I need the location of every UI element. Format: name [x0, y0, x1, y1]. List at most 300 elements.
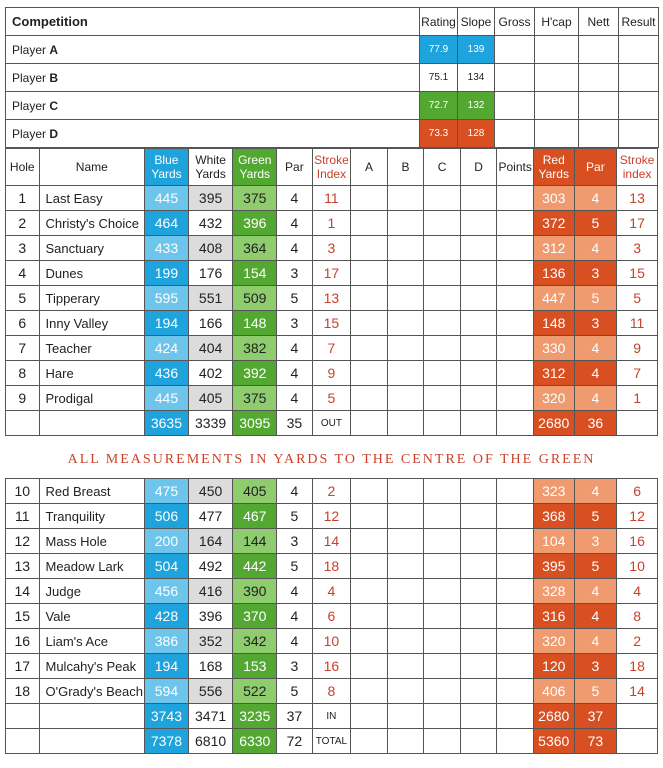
score-b-input[interactable] [387, 554, 424, 579]
hole-name: Inny Valley [39, 311, 145, 336]
score-b-input[interactable] [387, 629, 424, 654]
score-d-input[interactable] [460, 679, 497, 704]
result-input[interactable] [619, 36, 659, 64]
hole-name: O'Grady's Beach [39, 679, 145, 704]
total-c-input[interactable] [424, 704, 461, 729]
red-par-total: 37 [574, 704, 617, 729]
white-total: 3471 [188, 704, 233, 729]
hcap-input[interactable] [535, 64, 579, 92]
score-d-input[interactable] [460, 386, 497, 411]
player-label: Player A [6, 36, 420, 64]
gross-input[interactable] [495, 64, 535, 92]
stroke-index: 14 [312, 529, 351, 554]
stroke-index: 7 [312, 336, 351, 361]
red-yards: 406 [533, 679, 574, 704]
score-c-input[interactable] [424, 336, 461, 361]
score-d-input[interactable] [460, 579, 497, 604]
points-input[interactable] [497, 529, 534, 554]
blue-yards: 199 [145, 261, 189, 286]
par: 5 [277, 679, 313, 704]
blue-total: 3635 [145, 411, 189, 436]
stroke-index: 10 [312, 629, 351, 654]
blue-yards: 445 [145, 386, 189, 411]
points-input[interactable] [497, 386, 534, 411]
stroke-index: 2 [312, 479, 351, 504]
red-stroke-index: 5 [617, 286, 658, 311]
result-input[interactable] [619, 120, 659, 148]
player-label: Player C [6, 92, 420, 120]
white-yards: 166 [188, 311, 233, 336]
score-a-input[interactable] [351, 504, 388, 529]
score-a-input[interactable] [351, 529, 388, 554]
red-stroke-index: 13 [617, 186, 658, 211]
score-a-input[interactable] [351, 211, 388, 236]
total-points-input[interactable] [497, 704, 534, 729]
red-stroke-index: 6 [617, 479, 658, 504]
white-total: 3339 [188, 411, 233, 436]
score-c-input[interactable] [424, 261, 461, 286]
score-c-input[interactable] [424, 186, 461, 211]
score-c-input[interactable] [424, 286, 461, 311]
score-c-input[interactable] [424, 361, 461, 386]
gross-input[interactable] [495, 92, 535, 120]
blue-yards-header: Blue Yards [145, 149, 189, 186]
hole-name: Christy's Choice [39, 211, 145, 236]
score-c-input[interactable] [424, 579, 461, 604]
total-points-input[interactable] [497, 729, 534, 754]
hole-name: Hare [39, 361, 145, 386]
hole-name: Teacher [39, 336, 145, 361]
score-a-input[interactable] [351, 186, 388, 211]
blue-yards: 445 [145, 186, 189, 211]
result-input[interactable] [619, 64, 659, 92]
red-par: 4 [574, 236, 617, 261]
hole-number: 1 [6, 186, 40, 211]
white-total: 6810 [188, 729, 233, 754]
blue-yards: 433 [145, 236, 189, 261]
white-yards: 405 [188, 386, 233, 411]
score-d-input[interactable] [460, 186, 497, 211]
score-b-input[interactable] [387, 261, 424, 286]
hole-name: Mulcahy's Peak [39, 654, 145, 679]
score-b-input[interactable] [387, 479, 424, 504]
score-b-input[interactable] [387, 186, 424, 211]
player-slope: 139 [458, 36, 495, 64]
score-d-input[interactable] [460, 286, 497, 311]
white-yards: 164 [188, 529, 233, 554]
hole-number: 13 [6, 554, 40, 579]
total-points-input[interactable] [497, 411, 534, 436]
blue-total: 3743 [145, 704, 189, 729]
total-b-input[interactable] [387, 729, 424, 754]
red-par: 4 [574, 629, 617, 654]
hole-row [6, 529, 658, 554]
hole-header: Hole [6, 149, 40, 186]
score-b-input[interactable] [387, 311, 424, 336]
hole-number: 3 [6, 236, 40, 261]
gross-input[interactable] [495, 120, 535, 148]
hole-number: 15 [6, 604, 40, 629]
green-yards: 364 [233, 236, 277, 261]
red-total: 2680 [533, 411, 574, 436]
score-a-input[interactable] [351, 679, 388, 704]
hole-number: 16 [6, 629, 40, 654]
player-b-header: B [387, 149, 424, 186]
column-header-row [6, 149, 658, 186]
points-input[interactable] [497, 604, 534, 629]
out-total-row [6, 411, 658, 436]
green-yards: 442 [233, 554, 277, 579]
points-input[interactable] [497, 654, 534, 679]
stroke-index: 18 [312, 554, 351, 579]
red-par: 5 [574, 286, 617, 311]
points-input[interactable] [497, 579, 534, 604]
score-c-input[interactable] [424, 211, 461, 236]
points-input[interactable] [497, 336, 534, 361]
hole-number: 10 [6, 479, 40, 504]
score-a-input[interactable] [351, 361, 388, 386]
red-stroke-index: 10 [617, 554, 658, 579]
nett-input[interactable] [579, 92, 619, 120]
score-a-input[interactable] [351, 604, 388, 629]
stroke-index: 12 [312, 504, 351, 529]
measurement-banner: ALL MEASUREMENTS IN YARDS TO THE CENTRE OF THE GREEN [67, 452, 596, 467]
front-nine-table [5, 148, 658, 436]
points-input[interactable] [497, 311, 534, 336]
red-stroke-index: 18 [617, 654, 658, 679]
green-total: 3235 [233, 704, 277, 729]
player-row [6, 36, 659, 64]
blue-yards: 594 [145, 679, 189, 704]
hole-name: Red Breast [39, 479, 145, 504]
player-slope: 128 [458, 120, 495, 148]
hole-row [6, 604, 658, 629]
score-d-input[interactable] [460, 629, 497, 654]
score-b-input[interactable] [387, 529, 424, 554]
back-nine-table [5, 478, 658, 754]
player-row [6, 64, 659, 92]
white-yards: 551 [188, 286, 233, 311]
score-b-input[interactable] [387, 654, 424, 679]
hole-name: Prodigal [39, 386, 145, 411]
green-yards: 509 [233, 286, 277, 311]
total-label: OUT [312, 411, 351, 436]
score-c-input[interactable] [424, 654, 461, 679]
red-yards: 136 [533, 261, 574, 286]
nett-input[interactable] [579, 64, 619, 92]
red-stroke-index: 14 [617, 679, 658, 704]
hole-row [6, 386, 658, 411]
points-input[interactable] [497, 261, 534, 286]
total-a-input[interactable] [351, 411, 388, 436]
blue-yards: 464 [145, 211, 189, 236]
stroke-index: 16 [312, 654, 351, 679]
hole-row [6, 504, 658, 529]
player-rating: 72.7 [420, 92, 458, 120]
score-d-input[interactable] [460, 261, 497, 286]
score-b-input[interactable] [387, 336, 424, 361]
score-c-input[interactable] [424, 236, 461, 261]
hole-name: Meadow Lark [39, 554, 145, 579]
par: 5 [277, 504, 313, 529]
score-d-input[interactable] [460, 336, 497, 361]
competition-label: Competition [6, 8, 420, 36]
total-d-input[interactable] [460, 704, 497, 729]
total-label: IN [312, 704, 351, 729]
red-yards: 372 [533, 211, 574, 236]
red-par: 4 [574, 361, 617, 386]
red-stroke-index: 16 [617, 529, 658, 554]
score-c-input[interactable] [424, 479, 461, 504]
par: 5 [277, 286, 313, 311]
score-b-input[interactable] [387, 579, 424, 604]
red-par: 4 [574, 336, 617, 361]
red-yards: 312 [533, 361, 574, 386]
points-header: Points [497, 149, 534, 186]
blue-yards: 436 [145, 361, 189, 386]
score-d-input[interactable] [460, 236, 497, 261]
gross-input[interactable] [495, 36, 535, 64]
white-yards: 432 [188, 211, 233, 236]
total-label: TOTAL [312, 729, 351, 754]
red-par: 5 [574, 211, 617, 236]
total-d-input[interactable] [460, 411, 497, 436]
stroke-index: 3 [312, 236, 351, 261]
green-yards: 144 [233, 529, 277, 554]
points-input[interactable] [497, 361, 534, 386]
green-yards: 390 [233, 579, 277, 604]
score-d-input[interactable] [460, 654, 497, 679]
red-par: 4 [574, 579, 617, 604]
score-b-input[interactable] [387, 386, 424, 411]
score-b-input[interactable] [387, 286, 424, 311]
score-d-input[interactable] [460, 361, 497, 386]
score-b-input[interactable] [387, 211, 424, 236]
green-yards: 392 [233, 361, 277, 386]
score-c-input[interactable] [424, 629, 461, 654]
par-total: 72 [277, 729, 313, 754]
green-yards: 375 [233, 186, 277, 211]
white-yards: 395 [188, 186, 233, 211]
green-yards: 467 [233, 504, 277, 529]
score-d-input[interactable] [460, 529, 497, 554]
score-d-input[interactable] [460, 604, 497, 629]
hole-number: 7 [6, 336, 40, 361]
hole-name: Sanctuary [39, 236, 145, 261]
stroke-index: 8 [312, 679, 351, 704]
points-input[interactable] [497, 479, 534, 504]
score-a-input[interactable] [351, 286, 388, 311]
white-yards: 416 [188, 579, 233, 604]
score-a-input[interactable] [351, 479, 388, 504]
player-slope: 134 [458, 64, 495, 92]
score-b-input[interactable] [387, 679, 424, 704]
par: 3 [277, 311, 313, 336]
total-b-input[interactable] [387, 411, 424, 436]
green-yards: 405 [233, 479, 277, 504]
score-c-input[interactable] [424, 504, 461, 529]
par: 4 [277, 579, 313, 604]
red-stroke-index: 8 [617, 604, 658, 629]
par-total: 37 [277, 704, 313, 729]
score-c-input[interactable] [424, 386, 461, 411]
score-a-input[interactable] [351, 336, 388, 361]
par: 4 [277, 336, 313, 361]
red-stroke-index: 11 [617, 311, 658, 336]
points-input[interactable] [497, 211, 534, 236]
hole-row [6, 261, 658, 286]
score-b-input[interactable] [387, 361, 424, 386]
hole-name: Vale [39, 604, 145, 629]
score-a-input[interactable] [351, 236, 388, 261]
red-yards: 312 [533, 236, 574, 261]
hcap-input[interactable] [535, 120, 579, 148]
hole-number: 4 [6, 261, 40, 286]
total-a-input[interactable] [351, 729, 388, 754]
score-b-input[interactable] [387, 504, 424, 529]
score-c-input[interactable] [424, 554, 461, 579]
hole-row [6, 286, 658, 311]
par: 4 [277, 211, 313, 236]
points-input[interactable] [497, 286, 534, 311]
score-d-input[interactable] [460, 311, 497, 336]
hole-name: Tranquility [39, 504, 145, 529]
score-c-input[interactable] [424, 311, 461, 336]
hole-number: 17 [6, 654, 40, 679]
hole-row [6, 629, 658, 654]
blue-yards: 194 [145, 654, 189, 679]
white-yards: 176 [188, 261, 233, 286]
blue-yards: 386 [145, 629, 189, 654]
empty-cell [6, 704, 40, 729]
empty-cell [617, 704, 658, 729]
nett-input[interactable] [579, 36, 619, 64]
red-yards: 328 [533, 579, 574, 604]
points-input[interactable] [497, 554, 534, 579]
stroke-index: 13 [312, 286, 351, 311]
red-par: 4 [574, 186, 617, 211]
green-yards: 154 [233, 261, 277, 286]
player-rating: 77.9 [420, 36, 458, 64]
points-input[interactable] [497, 186, 534, 211]
blue-yards: 595 [145, 286, 189, 311]
hole-row [6, 311, 658, 336]
hcap-input[interactable] [535, 36, 579, 64]
total-b-input[interactable] [387, 704, 424, 729]
score-d-input[interactable] [460, 211, 497, 236]
player-label: Player D [6, 120, 420, 148]
score-a-input[interactable] [351, 579, 388, 604]
score-d-input[interactable] [460, 554, 497, 579]
green-yards: 148 [233, 311, 277, 336]
total-d-input[interactable] [460, 729, 497, 754]
par: 4 [277, 479, 313, 504]
red-total: 5360 [533, 729, 574, 754]
green-yards: 396 [233, 211, 277, 236]
red-par-header: Par [574, 149, 617, 186]
stroke-index: 4 [312, 579, 351, 604]
score-a-input[interactable] [351, 386, 388, 411]
red-par: 5 [574, 679, 617, 704]
score-a-input[interactable] [351, 311, 388, 336]
par-total: 35 [277, 411, 313, 436]
nett-input[interactable] [579, 120, 619, 148]
score-a-input[interactable] [351, 629, 388, 654]
hole-name: Dunes [39, 261, 145, 286]
hcap-header: H'cap [535, 8, 579, 36]
stroke-index: 17 [312, 261, 351, 286]
red-yards: 303 [533, 186, 574, 211]
par: 4 [277, 186, 313, 211]
red-par: 3 [574, 529, 617, 554]
total-c-input[interactable] [424, 411, 461, 436]
points-input[interactable] [497, 629, 534, 654]
player-slope: 132 [458, 92, 495, 120]
nett-header: Nett [579, 8, 619, 36]
red-total: 2680 [533, 704, 574, 729]
red-par: 3 [574, 654, 617, 679]
white-yards: 408 [188, 236, 233, 261]
score-a-input[interactable] [351, 654, 388, 679]
players-table [5, 7, 659, 148]
par: 3 [277, 654, 313, 679]
points-input[interactable] [497, 236, 534, 261]
total-c-input[interactable] [424, 729, 461, 754]
score-a-input[interactable] [351, 261, 388, 286]
red-stroke-index: 4 [617, 579, 658, 604]
score-c-input[interactable] [424, 604, 461, 629]
white-yards: 477 [188, 504, 233, 529]
blue-yards: 475 [145, 479, 189, 504]
hole-number: 8 [6, 361, 40, 386]
points-input[interactable] [497, 504, 534, 529]
score-c-input[interactable] [424, 679, 461, 704]
points-input[interactable] [497, 679, 534, 704]
hole-name: Judge [39, 579, 145, 604]
score-b-input[interactable] [387, 604, 424, 629]
red-yards: 320 [533, 386, 574, 411]
white-yards: 168 [188, 654, 233, 679]
empty-cell [6, 411, 40, 436]
empty-cell [617, 729, 658, 754]
red-stroke-index-header: Stroke index [617, 149, 658, 186]
total-a-input[interactable] [351, 704, 388, 729]
red-yards: 368 [533, 504, 574, 529]
hcap-input[interactable] [535, 92, 579, 120]
score-d-input[interactable] [460, 479, 497, 504]
red-yards: 120 [533, 654, 574, 679]
red-yards: 320 [533, 629, 574, 654]
empty-cell [39, 729, 145, 754]
result-input[interactable] [619, 92, 659, 120]
name-header: Name [39, 149, 145, 186]
par-header: Par [277, 149, 313, 186]
player-rating: 75.1 [420, 64, 458, 92]
red-par: 3 [574, 311, 617, 336]
stroke-index: 6 [312, 604, 351, 629]
score-d-input[interactable] [460, 504, 497, 529]
score-b-input[interactable] [387, 236, 424, 261]
player-rating: 73.3 [420, 120, 458, 148]
player-a-header: A [351, 149, 388, 186]
score-c-input[interactable] [424, 529, 461, 554]
empty-cell [6, 729, 40, 754]
red-yards: 395 [533, 554, 574, 579]
score-a-input[interactable] [351, 554, 388, 579]
hole-row [6, 336, 658, 361]
red-yards: 104 [533, 529, 574, 554]
red-stroke-index: 3 [617, 236, 658, 261]
